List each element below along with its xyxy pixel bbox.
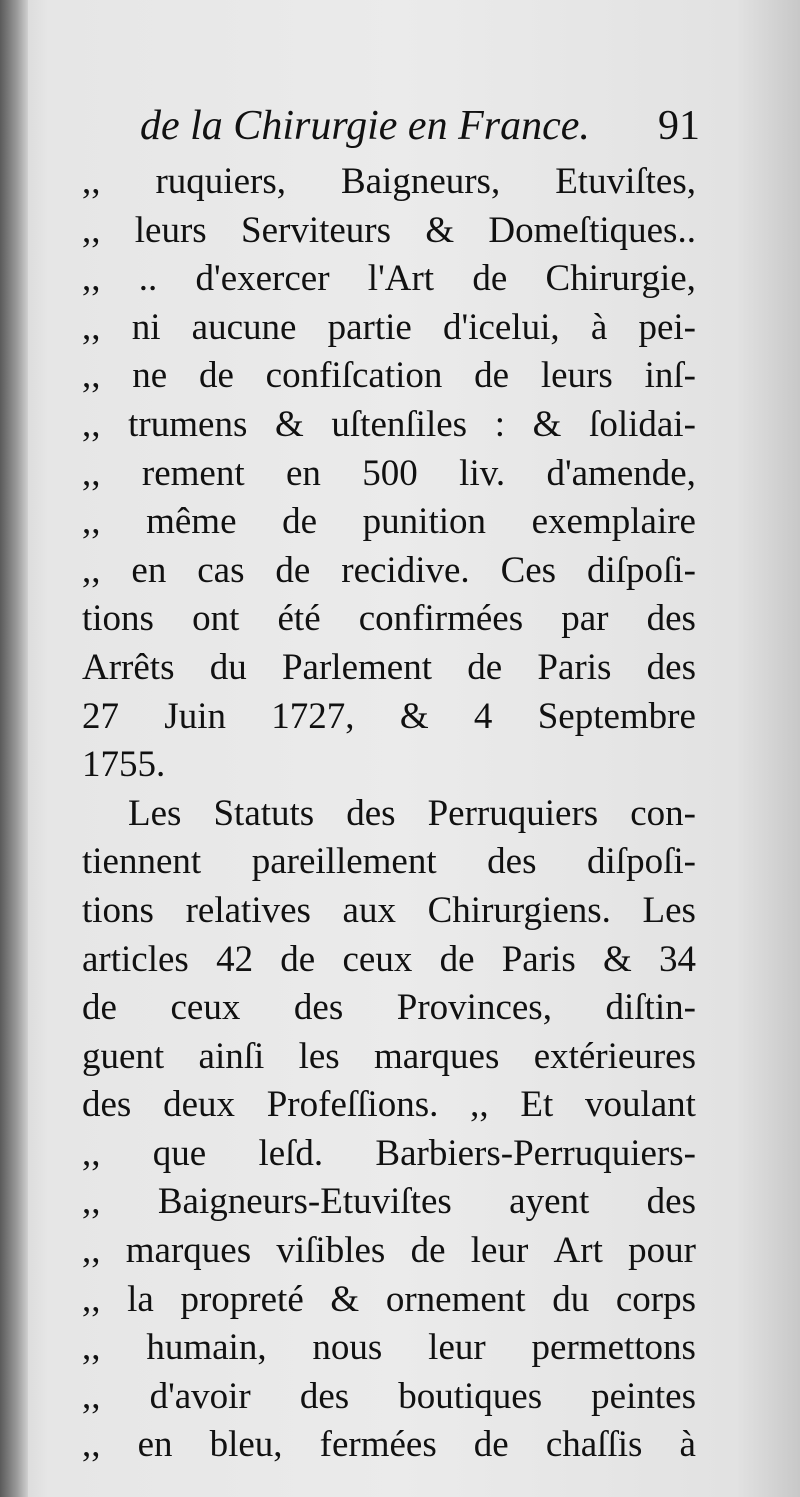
text-line: guent ainſi les marques extérieures xyxy=(82,1035,696,1077)
text-line: tions ont été confirmées par des xyxy=(82,598,696,640)
text-line: ,, que leſd. Barbiers-Perruquiers- xyxy=(82,1132,696,1174)
text-line: ,, leurs Serviteurs & Domeſtiques.. xyxy=(82,209,696,251)
text-line: articles 42 de ceux de Paris & 34 xyxy=(82,938,696,980)
text-line: ,, ni aucune partie d'icelui, à pei- xyxy=(82,306,696,348)
text-line: ,, la propreté & ornement du corps xyxy=(82,1278,696,1320)
text-line: ,, en cas de recidive. Ces diſpoſi- xyxy=(82,549,696,591)
text-line: tions relatives aux Chirurgiens. Les xyxy=(82,889,696,931)
text-line: ,, d'avoir des boutiques peintes xyxy=(82,1375,696,1417)
page-header xyxy=(140,96,700,156)
text-line: tiennent pareillement des diſpoſi- xyxy=(82,841,696,883)
text-line: 27 Juin 1727, & 4 Septembre xyxy=(82,695,696,737)
page-number: 91 xyxy=(658,103,700,149)
text-line: ,, .. d'exercer l'Art de Chirurgie, xyxy=(82,258,696,300)
body-text xyxy=(82,158,696,1470)
text-line: de ceux des Provinces, diſtin- xyxy=(82,987,696,1029)
text-line: ,, ne de confiſcation de leurs inſ- xyxy=(82,355,696,397)
text-line: ,, ruquiers, Baigneurs, Etuviſtes, xyxy=(82,161,696,202)
running-head: de la Chirurgie en France. xyxy=(140,103,590,149)
paragraph-start-line: Les Statuts des Perruquiers con- xyxy=(128,792,696,834)
text-line: Arrêts du Parlement de Paris des xyxy=(82,646,696,688)
text-line: ,, même de punition exemplaire xyxy=(82,501,696,543)
text-line: ,, Baigneurs-Etuviſtes ayent des xyxy=(82,1181,696,1223)
text-line: ,, marques viſibles de leur Art pour xyxy=(82,1230,696,1272)
text-line: 1755. xyxy=(82,744,166,786)
text-line: des deux Profeſſions. ,, Et voulant xyxy=(82,1084,696,1126)
text-line: ,, rement en 500 liv. d'amende, xyxy=(82,452,696,494)
text-line: ,, trumens & uſtenſiles : & ſolidai- xyxy=(82,403,696,445)
text-line: ,, en bleu, fermées de chaſſis à xyxy=(82,1424,696,1466)
text-line: ,, humain, nous leur permettons xyxy=(82,1327,696,1369)
binding-gutter xyxy=(0,0,28,1497)
